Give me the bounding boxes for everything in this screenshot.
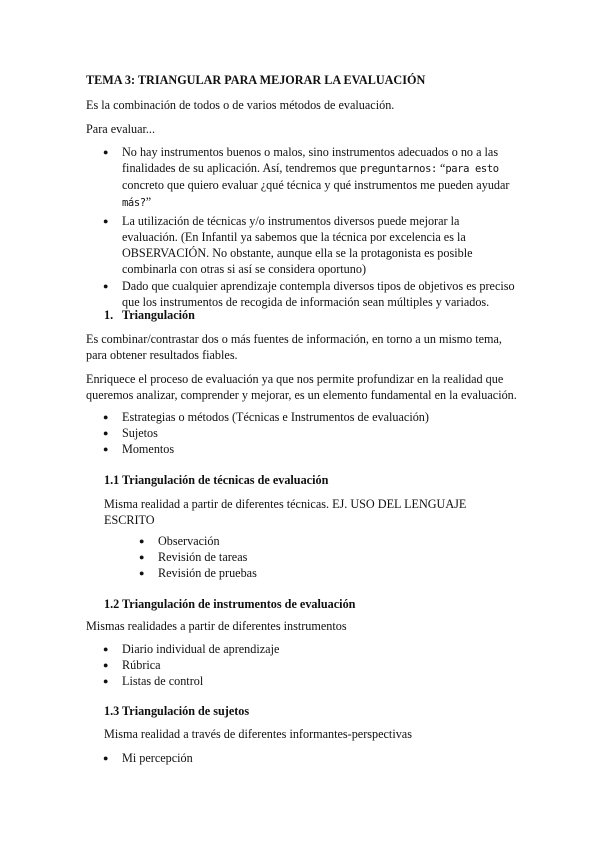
list-item: ● Listas de control: [103, 674, 204, 689]
bullet-icon: ●: [103, 644, 109, 654]
list-item: ● Observación: [139, 534, 220, 548]
bullet-icon: ●: [103, 676, 109, 687]
bullet-icon: ●: [103, 444, 109, 455]
list-item: ● Momentos: [103, 442, 175, 457]
handwritten-text: preguntarnos:: [359, 163, 437, 176]
bullet-icon: ●: [103, 660, 109, 671]
handwritten-text: más?: [122, 196, 146, 209]
bullet-icon: ●: [103, 753, 109, 763]
subsection-heading: 1.1 Triangulación de técnicas de evaluación: [104, 473, 329, 487]
bullet-icon: ●: [139, 552, 145, 563]
para-evaluar-text: Para evaluar...: [86, 122, 156, 136]
section-paragraph: para obtener resultados fiables.: [86, 348, 238, 362]
section-number: 1.: [104, 308, 114, 322]
list-item: ● Estrategias o métodos (Técnicas e Instrumentos de evaluación): [103, 410, 429, 424]
section-paragraph: Es combinar/contrastar dos o más fuentes de información, en torno a un mismo tema,: [86, 332, 502, 346]
page-title: TEMA 3: TRIANGULAR PARA MEJORAR LA EVALUACIÓN: [86, 73, 426, 87]
bullet-icon: ●: [139, 536, 145, 546]
subsection-text: Misma realidad a través de diferentes informantes-perspectivas: [104, 727, 412, 741]
subsection-heading: 1.3 Triangulación de sujetos: [104, 704, 250, 718]
bullet-icon: ●: [103, 215, 109, 226]
list-item: ● Sujetos: [103, 426, 158, 441]
list-item: ● Revisión de pruebas: [139, 566, 257, 581]
list-item: ● Rúbrica: [103, 658, 161, 673]
sub11-bullet-list: [139, 533, 257, 582]
bullet-icon: ●: [103, 280, 109, 291]
sub12-bullet-list: [103, 641, 280, 690]
intro-text: Es la combinación de todos o de varios métodos de evaluación.: [86, 98, 395, 112]
bullet-icon: ●: [103, 412, 109, 422]
bullet-icon: ●: [139, 568, 145, 579]
subsection-text: Mismas realidades a partir de diferentes instrumentos: [86, 619, 347, 633]
bullet-icon: ●: [103, 147, 109, 157]
list-item: ● Diario individual de aprendizaje: [103, 642, 280, 656]
subsection-text: ESCRITO: [104, 513, 155, 527]
section1-bullet-list: [103, 409, 429, 458]
section-paragraph: Enriquece el proceso de evaluación ya que nos permite profundizar en la realidad que: [86, 372, 504, 386]
subsection-text: Misma realidad a partir de diferentes técnicas. EJ. USO DEL LENGUAJE: [104, 497, 467, 511]
bullet-icon: ●: [103, 428, 109, 439]
list-item: ● No hay instrumentos buenos o malos, sino instrumentos adecuados o no a las finalidades de su aplicación. Así, tendremos que preguntarnos: “para esto concreto que quiero evaluar ¿qué técnica y qué instrumentos me pueden ayudar más?”: [103, 145, 510, 209]
list-item: ● Revisión de tareas: [139, 550, 248, 565]
section-paragraph: queremos analizar, comprender y mejorar, es un elemento fundamental en la evaluación.: [86, 388, 517, 402]
subsection-heading: 1.2 Triangulación de instrumentos de evaluación: [104, 597, 356, 611]
main-bullet-list: [103, 144, 515, 310]
handwritten-text: para esto: [445, 163, 499, 176]
list-item: ● La utilización de técnicas y/o instrumentos diversos puede mejorar la evaluación. (En Infantil ya sabemos que la técnica por excelencia es la OBSERVACIÓN. No obstante, aunque ella se la protagonista es posible combinarla con otras si así se considera oportuno): [103, 213, 473, 277]
section-heading: Triangulación: [122, 308, 195, 322]
list-item: ● Dado que cualquier aprendizaje contempla diversos tipos de objetivos es preciso que los instrumentos de recogida de información sean múltiples y variados.: [103, 278, 515, 309]
sub13-bullet-list: [103, 750, 193, 766]
list-item: ● Mi percepción: [103, 751, 193, 765]
